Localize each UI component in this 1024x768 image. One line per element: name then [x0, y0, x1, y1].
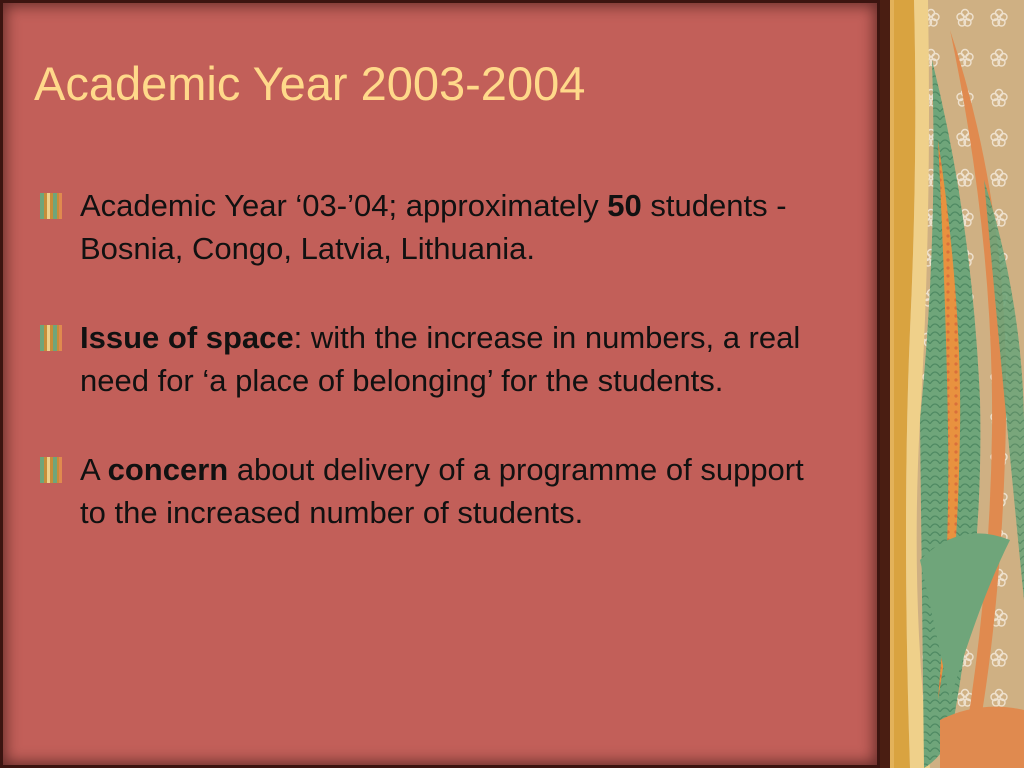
slide-title: Academic Year 2003-2004 [34, 57, 586, 110]
bullet-text-3: A concern about delivery of a programme of support to the increased number of students. [80, 452, 804, 530]
bullet-text-1: Academic Year ‘03-’04; approximately 50 students - Bosnia, Congo, Latvia, Lithuania. [80, 188, 787, 266]
bullet-item [38, 184, 838, 270]
bullet-text-2: Issue of space: with the increase in numbers, a real need for ‘a place of belonging’ for the students. [80, 320, 801, 398]
bullet-list [38, 184, 838, 580]
striped-bullet-icon [40, 325, 62, 351]
bullet-item [38, 316, 838, 402]
striped-bullet-icon [40, 193, 62, 219]
striped-bullet-icon [40, 457, 62, 483]
bullet-item [38, 448, 838, 534]
decorative-side-panel [880, 0, 1024, 768]
